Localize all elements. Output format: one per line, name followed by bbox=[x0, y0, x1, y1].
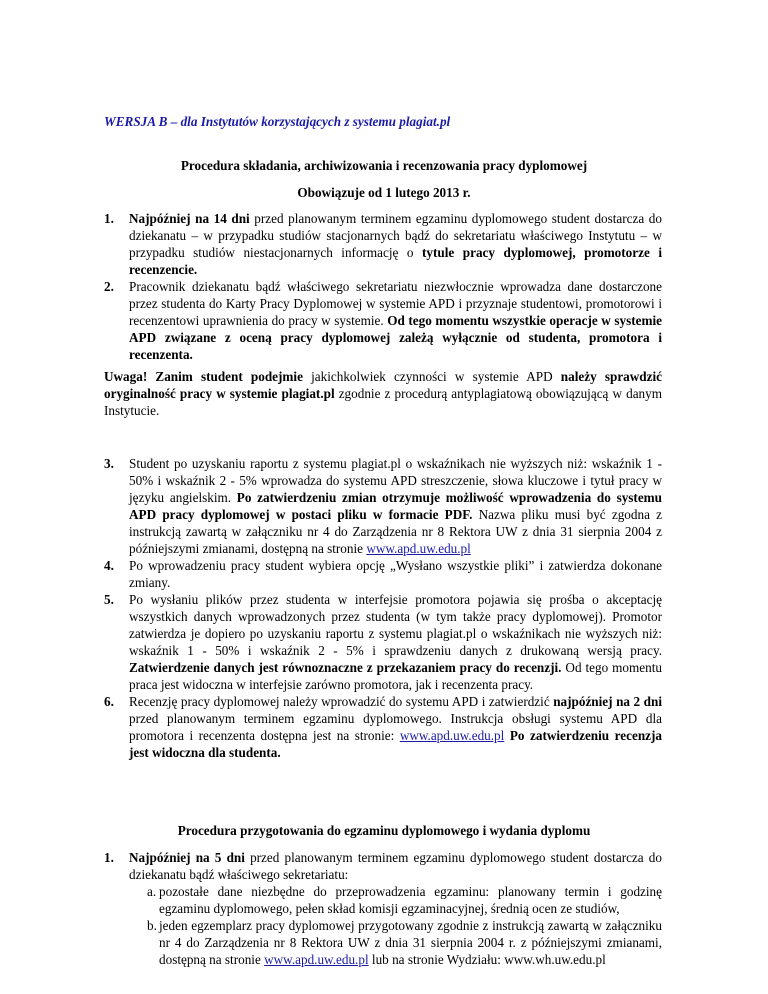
item-number: 2. bbox=[104, 279, 114, 294]
effective-date: Obowiązuje od 1 lutego 2013 r. bbox=[297, 185, 471, 200]
list-item: 6. Recenzję pracy dyplomowej należy wprowadzić do systemu APD i zatwierdzić najpóźniej na 2 dni przed planowanym terminem egzaminu dyplomowego. Instrukcja obsługi systemu APD dla promotora i recenzenta dostępna jest na stronie: www.apd.uw.edu.pl Po zatwierdzeniu recenzja jest widoczna dla studenta. bbox=[104, 694, 663, 760]
item-number: 5. bbox=[104, 592, 114, 607]
sub-list-item: a. pozostałe dane niezbędne do przeprowadzenia egzaminu: planowany termin i godzinę egzaminu dyplomowego, pełen skład komisji egzaminacyjnej, średnią ocen ze studiów, bbox=[147, 884, 662, 916]
apd-link[interactable]: www.apd.uw.edu.pl bbox=[366, 541, 471, 556]
procedure-list-1 bbox=[104, 210, 662, 363]
list-item: 2. Pracownik dziekanatu bądź właściwego sekretariatu niezwłocznie wprowadza dane dostarczone przez studenta do Karty Pracy Dyplomowej w systemie APD i przyznaje studentowi, promotorowi i recenzentowi uprawnienia do pracy w systemie. Od tego momentu wszystkie operacje w systemie APD związane z oceną pracy dyplomowej zależą wyłącznie od studenta, promotora i recenzenta. bbox=[104, 279, 662, 362]
procedure-list-2 bbox=[104, 455, 662, 761]
item-number: 1. bbox=[104, 850, 114, 865]
apd-link[interactable]: www.apd.uw.edu.pl bbox=[264, 952, 369, 967]
procedure-list-3 bbox=[104, 849, 662, 883]
item-number: 4. bbox=[104, 558, 114, 573]
list-item: 1. Najpóźniej na 5 dni przed planowanym terminem egzaminu dyplomowego student dostarcza do dziekanatu bądź właściwego sekretariatu: bbox=[104, 850, 662, 882]
item-number: 6. bbox=[104, 694, 114, 709]
item-number: 1. bbox=[104, 211, 114, 226]
item-number: 3. bbox=[104, 456, 114, 471]
version-header: WERSJA B – dla Instytutów korzystających z systemu plagiat.pl bbox=[104, 114, 451, 129]
sub-list-item: b. jeden egzemplarz pracy dyplomowej przygotowany zgodnie z instrukcją zawartą w załączniku nr 4 do Zarządzenia nr 8 Rektora UW z dnia 31 sierpnia 2004 r. z późniejszymi zmianami, dostępną na stronie www.apd.uw.edu.pl lub na stronie Wydziału: www.wh.uw.edu.pl bbox=[147, 918, 662, 967]
warning-note: Uwaga! Zanim student podejmie jakichkolwiek czynności w systemie APD należy sprawdzić oryginalność pracy w systemie plagiat.pl zgodnie z procedurą antyplagiatową obowiązującą w danym Instytucie. bbox=[104, 369, 662, 418]
list-item: 5. Po wysłaniu plików przez studenta w interfejsie promotora pojawia się prośba o akceptację wszystkich danych wprowadzonych przez studenta (w tym także pracy dyplomowej). Promotor zatwierdza je dopiero po uzyskaniu raportu z systemu plagiat.pl o wskaźnikach nie wyższych niż: wskaźnik 1 - 50% i wskaźnik 2 - 5% i sprawdzeniu danych z drukowaną wersją pracy. Zatwierdzenie danych jest równoznaczne z przekazaniem pracy do recenzji. Od tego momentu praca jest widoczna w interfejsie zarówno promotora, jak i recenzenta pracy. bbox=[104, 592, 662, 692]
sub-item-label: a. bbox=[147, 884, 157, 899]
sub-list bbox=[104, 883, 662, 968]
list-item: 1. Najpóźniej na 14 dni przed planowanym terminem egzaminu dyplomowego student dostarcza do dziekanatu – w przypadku studiów stacjonarnych bądź do sekretariatu właściwego Instytutu – w przypadku studiów niestacjonarnych informację o tytule pracy dyplomowej, promotorze i recenzencie. bbox=[104, 211, 662, 277]
section-title: Procedura przygotowania do egzaminu dyplomowego i wydania dyplomu bbox=[177, 823, 591, 838]
apd-link[interactable]: www.apd.uw.edu.pl bbox=[399, 728, 505, 743]
procedure-title: Procedura składania, archiwizowania i recenzowania pracy dyplomowej bbox=[180, 158, 588, 173]
sub-item-label: b. bbox=[147, 918, 157, 933]
list-item: 3. Student po uzyskaniu raportu z systemu plagiat.pl o wskaźnikach nie wyższych niż: wskaźnik 1 - 50% i wskaźnik 2 - 5% wprowadza do systemu APD streszczenie, słowa kluczowe i tytuł pracy w języku angielskim. Po zatwierdzeniu zmian otrzymuje możliwość wprowadzenia do systemu APD pracy dyplomowej w postaci pliku w formacie PDF. Nazwa pliku musi być zgodna z instrukcją zawartą w załączniku nr 4 do Zarządzenia nr 8 Rektora UW z dnia 31 sierpnia 2004 z późniejszymi zmianami, dostępną na stronie www.apd.uw.edu.pl bbox=[104, 456, 662, 556]
list-item: 4. Po wprowadzeniu pracy student wybiera opcję „Wysłano wszystkie pliki” i zatwierdza dokonane zmiany. bbox=[104, 558, 662, 590]
